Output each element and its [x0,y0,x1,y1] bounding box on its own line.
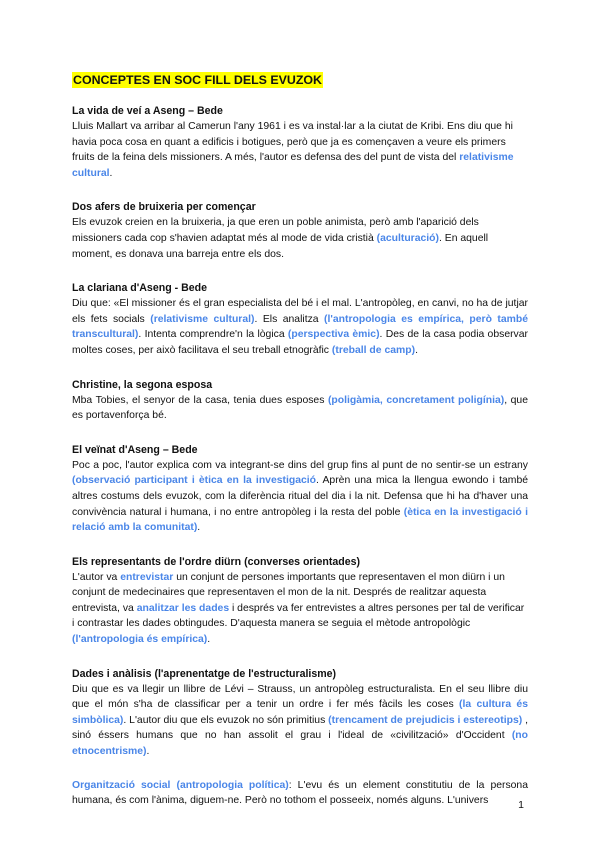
section-paragraph [72,570,528,648]
section-paragraph [72,119,528,181]
page-number: 1 [518,799,524,811]
section-heading: La vida de veí a Aseng – Bede [72,105,223,117]
paragraph-text: i després va fer entrevistes a altres persones per tal de verificar i contrastar les dades obtingudes. D'aquesta manera se seguia el mètode antropològic [72,602,525,630]
section-paragraph [72,393,528,424]
section [72,778,528,809]
paragraph-text: . L'autor diu que els evuzok no són primitius [123,714,329,726]
highlighted-concept: (l'antropologia és empírica) [72,634,208,646]
paragraph-text: . Intenta comprendre'n la lògica [138,329,288,341]
section-heading: Christine, la segona esposa [72,378,213,391]
section-heading: Dos afers de bruixeria per començar [72,201,256,214]
paragraph-text: un conjunt de persones importants que representaven el mon diürn i un conjunt de medecinaires que representaven el mon de la nit. Després de realitzar aquesta entrevista, va [72,571,505,614]
section-heading: Els representants de l'ordre diürn (converses orientades) [72,555,361,568]
section [72,103,528,181]
paragraph-text: , sinó éssers humans que no han assolit el grau i l'ideal de «civilització» d'Occident [72,714,528,742]
paragraph-text: . En aquell moment, es donava una barreja entre els dos. [72,232,489,260]
paragraph-text: . Aprèn una mica la llengua ewondo i també altres costums dels evuzok, com la diferència ritual del dia i la nit. Defensa que hi ha d'haver una convivència natural i humana, i no entre antropòleg i la resta del poble [72,475,529,518]
highlighted-concept: (aculturació) [376,232,439,244]
section-paragraph [72,682,528,760]
paragraph-text: . Els analitza [254,313,325,325]
section [72,442,528,536]
highlighted-concept: (ètica en la investigació i relació amb la comunitat) [72,506,528,534]
highlighted-concept: Organització social (antropologia política) [72,779,289,791]
section [72,199,528,262]
paragraph-text: Lluis Mallart va arribar al Camerun l'any 1961 i es va instal·lar a la ciutat de Kribi. Ens diu que hi havia poca cosa en quant a edificis i botigues, però que ja es començaven a veure els primers fruits de la feina dels missioners. A més, l'autor es defensa des del punt de vista del [72,121,513,164]
highlighted-concept: (no etnocentrisme) [72,730,528,758]
paragraph-text: . [415,344,418,356]
paragraph-text: : L'evu és un element constitutiu de la persona humana, és com l'ànima, diguem-ne. Però no tothom el posseeix, només alguns. L'univers [72,779,528,807]
highlighted-concept: analitzar les dades [136,602,230,614]
highlighted-concept: (l'antropologia es empírica, però també transcultural) [72,313,529,341]
section-list [72,103,528,809]
section-paragraph [72,778,528,809]
paragraph-text: . [146,746,150,758]
paragraph-text: , que es portavenforça bé. [72,394,528,422]
paragraph-text: . [197,522,201,534]
highlighted-concept: (observació participant i ètica en la investigació [72,475,316,487]
highlighted-concept: (perspectiva èmic) [287,329,380,341]
paragraph-text: Diu que: «El missioner és el gran especialista del bé i el mal. L'antropòleg, en canvi, no ha de jutjar els fets socials [72,298,528,325]
paragraph-text: . [207,634,211,646]
highlighted-concept: (relativisme cultural) [150,313,255,325]
paragraph-text: . Des de la casa podia observar moltes coses, per això facilitava el seu treball etnogràfic [72,329,528,356]
section-paragraph [72,458,528,536]
highlighted-concept: (poligàmia, concretament poligínia) [327,394,505,406]
section-heading: El veïnat d'Aseng – Bede [72,443,198,456]
section-paragraph [72,215,528,262]
paragraph-text: Poc a poc, l'autor explica com va integrant-se dins del grup fins al punt de no sentir-se un estrany [72,459,528,471]
document-title: CONCEPTES EN SOC FILL DELS EVUZOK [73,73,322,87]
document-body [72,71,528,809]
paragraph-text: L'autor va [72,571,121,583]
paragraph-text: . [109,167,113,179]
section-heading: Dades i anàlisis (l'aprenentatge de l'estructuralisme) [72,667,337,680]
section-paragraph [72,296,528,358]
highlighted-concept: relativisme cultural [72,152,514,179]
paragraph-text: Diu que es va llegir un llibre de Lévi – Strauss, un antropòleg estructuralista. En el seu llibre diu que el món s'ha de classificar per a tenir un ordre i fer més fàcils les coses [72,683,528,711]
section [72,554,528,648]
section [72,377,528,424]
paragraph-text: Els evuzok creien en la bruixeria, ja que eren un poble animista, però amb l'aparició dels missioners cada cop s'havien adaptat més al mode de vida cristià [72,217,479,244]
section-heading: La clariana d'Aseng - Bede [72,282,207,295]
highlighted-concept: (trencament de prejudicis i estereotips) [328,714,523,726]
paragraph-text: Mba Tobies, el senyor de la casa, tenia dues esposes [72,394,328,406]
section [72,280,528,358]
highlighted-concept: entrevistar [120,571,174,583]
highlighted-concept: (la cultura és simbòlica) [72,699,528,726]
highlighted-concept: (treball de camp) [331,344,416,356]
section [72,666,528,760]
